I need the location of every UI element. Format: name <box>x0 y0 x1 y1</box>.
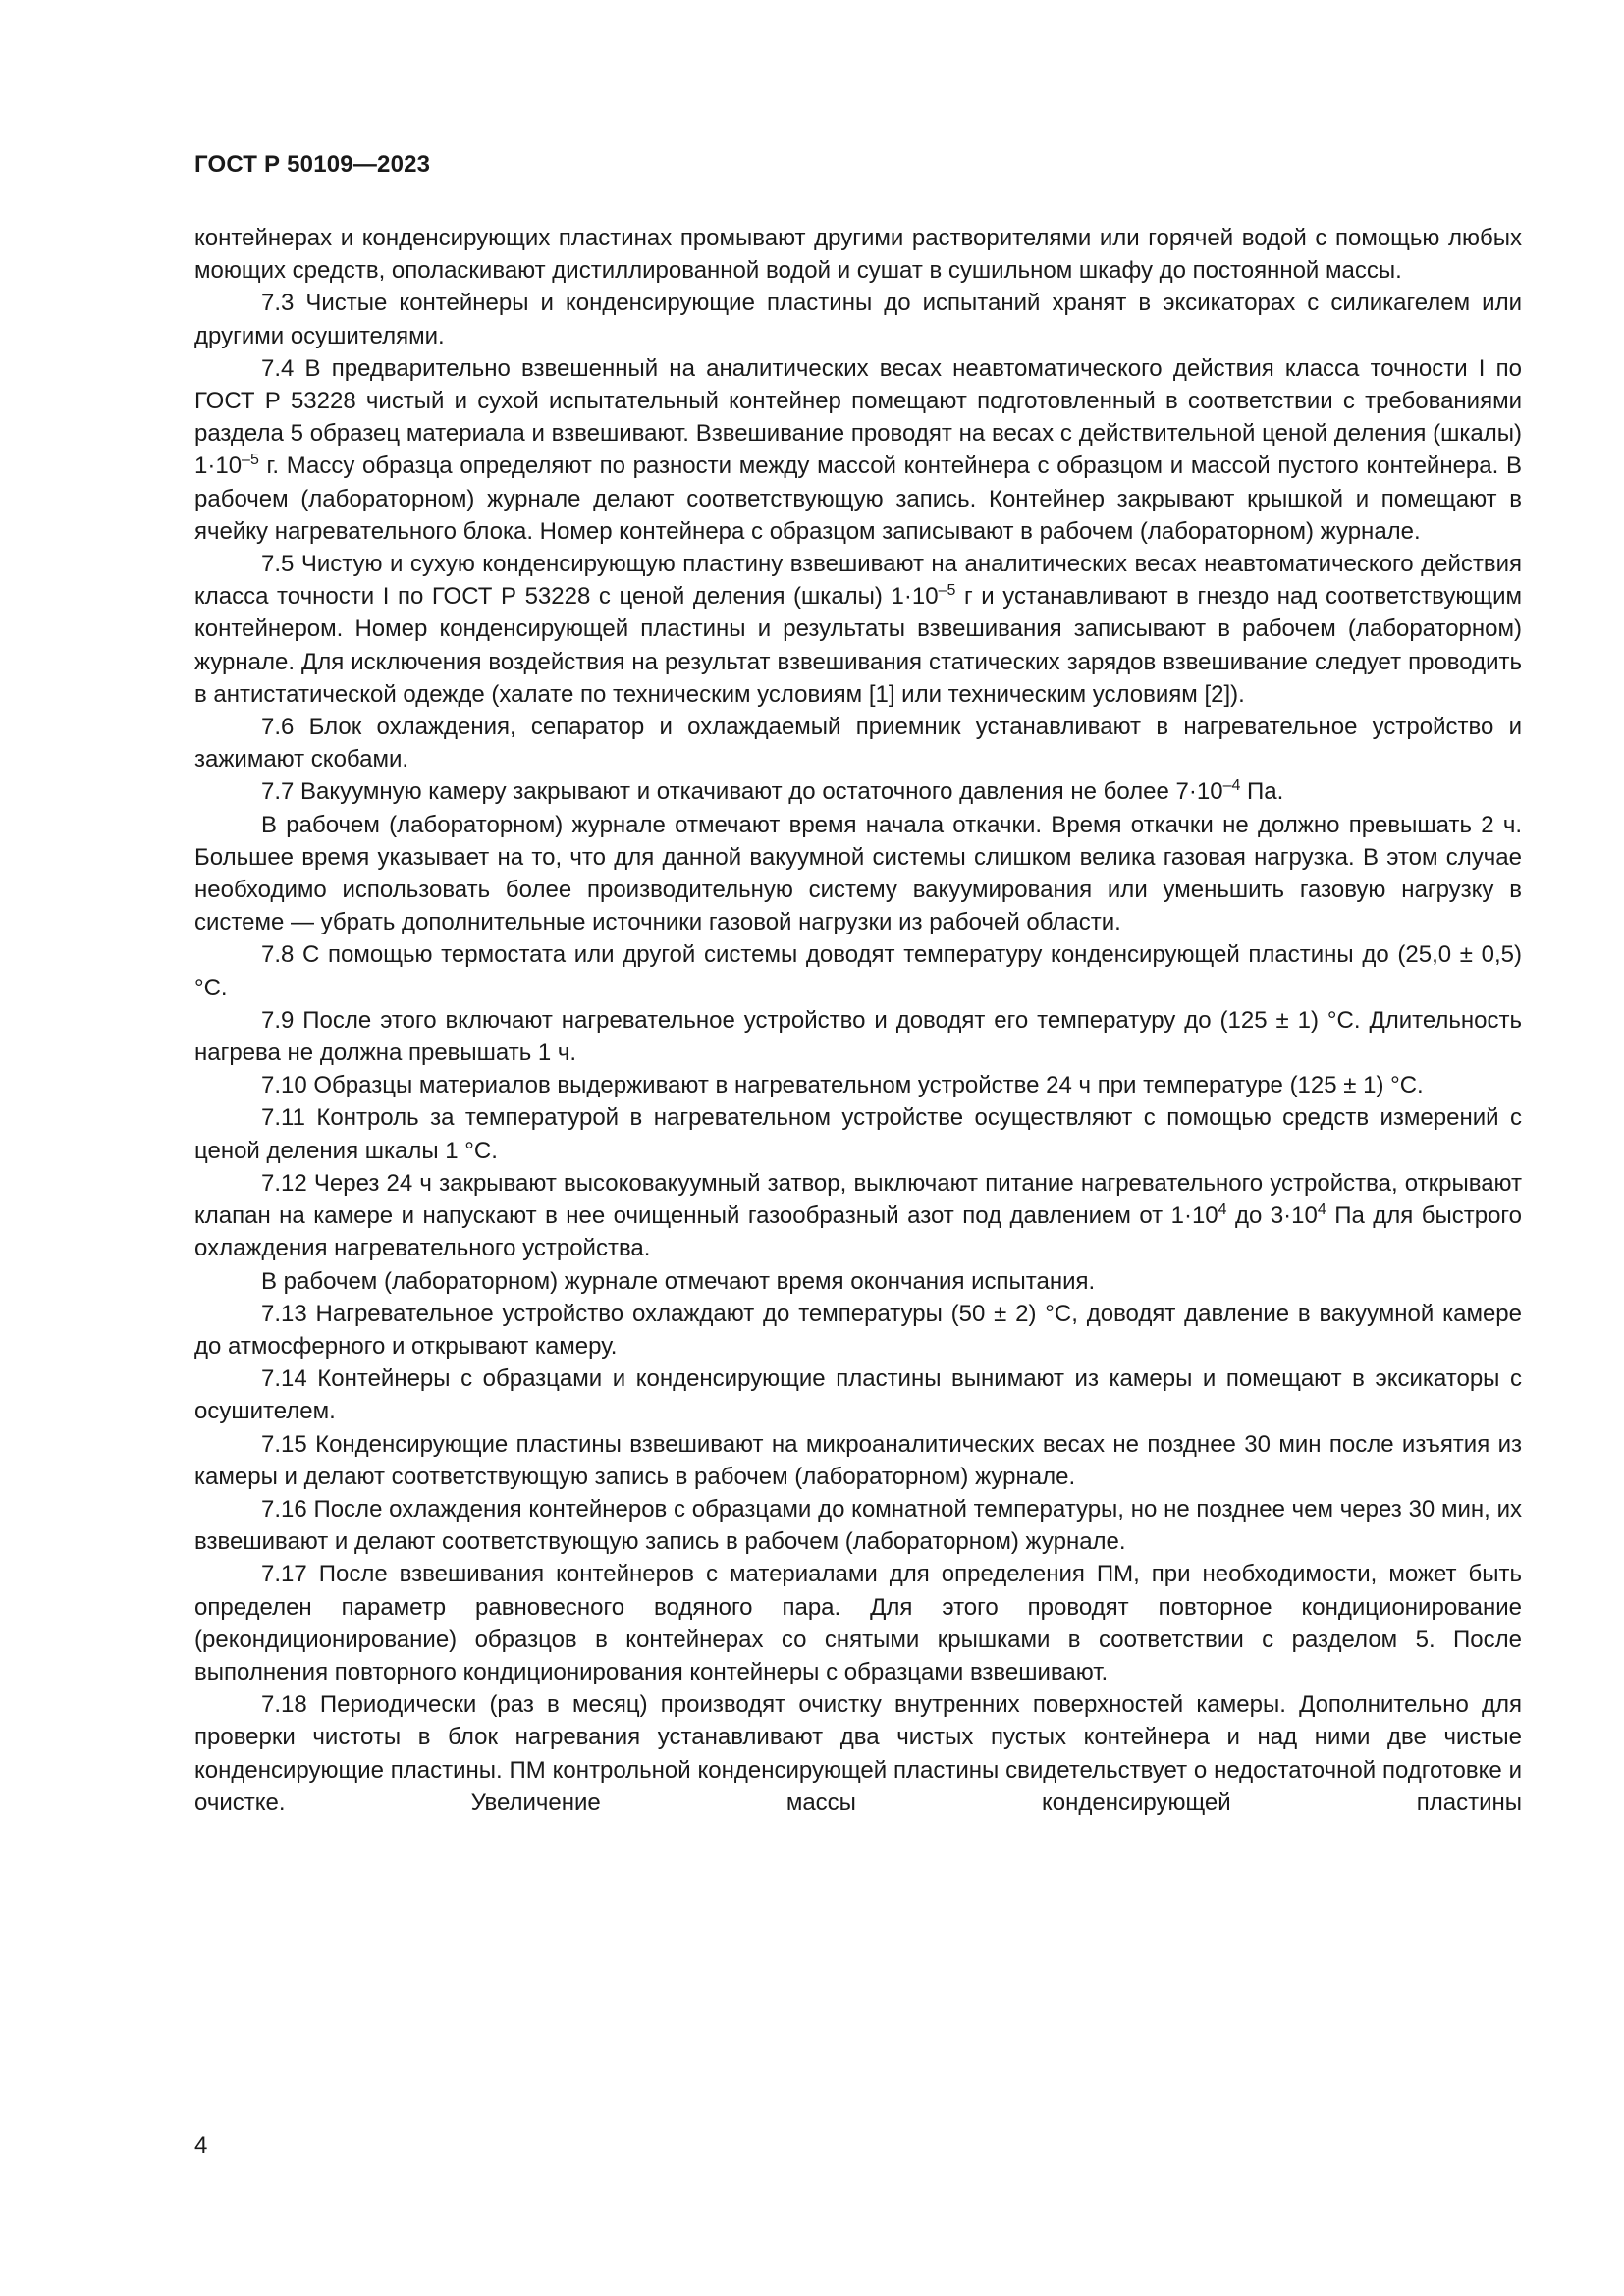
paragraph-7-7-text-b: Па. <box>1240 778 1284 806</box>
paragraph-7-8: 7.8 С помощью термостата или другой системы доводят температуру конденсирующей пластины до (25,0 ± 0,5) °С. <box>194 941 1522 1001</box>
paragraph-7-9: 7.9 После этого включают нагревательное устройство и доводят его температуру до (125 ± 1) °С. Длительность нагрева не должна превышать 1 ч. <box>194 1006 1522 1067</box>
paragraph-7-5-text-b: г и устанавливают в гнездо над соответствующим контейнером. Номер конденсирующей пластины и результаты взвешивания записывают в рабочем (лабораторном) журнале. Для исключения воздействия на результат взвешивания статических зарядов взвешивание следует проводить в антистатической одежде (халате по техническим условиям [1] или техническим условиям [2]). <box>194 583 1523 708</box>
paragraph-7-12-exponent-1: 4 <box>1218 1201 1227 1219</box>
paragraph-7-7 <box>194 775 1522 808</box>
paragraph-7-4-exponent: –5 <box>242 452 259 469</box>
paragraph-7-16: 7.16 После охлаждения контейнеров с образцами до комнатной температуры, но не позднее чем через 30 мин, их взвешивают и делают соответствующую запись в рабочем (лабораторном) журнале. <box>194 1495 1522 1556</box>
paragraph-7-6: 7.6 Блок охлаждения, сепаратор и охлаждаемый приемник устанавливают в нагревательное устройство и зажимают скобами. <box>194 714 1522 774</box>
paragraph-7-17: 7.17 После взвешивания контейнеров с материалами для определения ПМ, при необходимости, может быть определен параметр равновесного водяного пара. Для этого проводят повторное кондиционирование (рекондиционирование) образцов в контейнерах со снятыми крышками в соответствии с разделом 5. После выполнения повторного кондиционирования контейнеры с образцами взвешивают. <box>194 1561 1522 1685</box>
page-number: 4 <box>194 2132 208 2159</box>
paragraph-7-5 <box>194 548 1522 711</box>
paragraph-continuation: контейнерах и конденсирующих пластинах промывают другими растворителями или горячей водой с помощью любых моющих средств, ополаскивают дистиллированной водой и сушат в сушильном шкафу до постоянной массы. <box>194 225 1522 285</box>
paragraph-7-4-text-a: 7.4 В предварительно взвешенный на аналитических весах неавтоматического действия класса точности I по ГОСТ Р 53228 чистый и сухой испытательный контейнер помещают подготовленный в соответствии с требованиями раздела 5 образец материала и взвешивают. Взвешивание проводят на весах с действительной ценой деления (шкалы) 1·10 <box>194 354 1522 480</box>
paragraph-7-12-text-b: до 3·10 <box>1226 1202 1318 1230</box>
paragraph-7-5-text-a: 7.5 Чистую и сухую конденсирующую пластину взвешивают на аналитических весах неавтоматического действия класса точности I по ГОСТ Р 53228 с ценой деления (шкалы) 1·10 <box>194 551 1522 611</box>
paragraph-pumping-note: В рабочем (лабораторном) журнале отмечают время начала откачки. Время откачки не должно превышать 2 ч. Большее время указывает на то, что для данной вакуумной системы слишком велика газовая нагрузка. В этом случае необходимо использовать более производительную систему вакуумирования или уменьшить газовую нагрузку в системе — убрать дополнительные источники газовой нагрузки из рабочей области. <box>194 811 1522 936</box>
paragraph-7-12-exponent-2: 4 <box>1317 1201 1326 1219</box>
paragraph-7-7-text-a: 7.7 Вакуумную камеру закрывают и откачивают до остаточного давления не более 7·10 <box>261 778 1223 806</box>
paragraph-7-12 <box>194 1167 1522 1265</box>
paragraph-7-4 <box>194 352 1522 548</box>
paragraph-7-12-text-a: 7.12 Через 24 ч закрывают высоковакуумный затвор, выключают питание нагревательного устройства, открывают клапан на камере и напускают в нее очищенный газообразный азот под давлением от 1·10 <box>194 1169 1522 1230</box>
paragraph-7-12-text-c: Па для быстрого охлаждения нагревательного устройства. <box>194 1202 1522 1262</box>
paragraph-test-end-note: В рабочем (лабораторном) журнале отмечают время окончания испытания. <box>261 1267 1096 1295</box>
document-body <box>194 222 1522 1819</box>
paragraph-7-4-text-b: г. Массу образца определяют по разности между массой контейнера с образцом и массой пустого контейнера. В рабочем (лабораторном) журнале делают соответствующую запись. Контейнер закрывают крышкой и помещают в ячейку нагревательного блока. Номер контейнера с образцом записывают в рабочем (лабораторном) журнале. <box>194 453 1522 545</box>
paragraph-7-13: 7.13 Нагревательное устройство охлаждают до температуры (50 ± 2) °С, доводят давление в вакуумной камере до атмосферного и открывают камеру. <box>194 1300 1522 1360</box>
document-header-standard-id: ГОСТ Р 50109—2023 <box>194 151 431 178</box>
paragraph-7-14: 7.14 Контейнеры с образцами и конденсирующие пластины вынимают из камеры и помещают в эксикаторы с осушителем. <box>194 1365 1522 1425</box>
paragraph-7-15: 7.15 Конденсирующие пластины взвешивают на микроаналитических весах не позднее 30 мин после изъятия из камеры и делают соответствующую запись в рабочем (лабораторном) журнале. <box>194 1430 1522 1490</box>
paragraph-7-3: 7.3 Чистые контейнеры и конденсирующие пластины до испытаний хранят в эксикаторах с силикагелем или другими осушителями. <box>194 290 1522 349</box>
paragraph-7-11: 7.11 Контроль за температурой в нагревательном устройстве осуществляют с помощью средств измерений с ценой деления шкалы 1 °С. <box>194 1104 1522 1164</box>
paragraph-7-18: 7.18 Периодически (раз в месяц) производят очистку внутренних поверхностей камеры. Дополнительно для проверки чистоты в блок нагревания устанавливают два чистых пустых контейнера и над ними две чистые конденсирующие пластины. ПМ контрольной конденсирующей пластины свидетельствует о недостаточной подготовке и очистке. Увеличение массы конденсирующей пластины <box>194 1691 1522 1816</box>
paragraph-7-10: 7.10 Образцы материалов выдерживают в нагревательном устройстве 24 ч при температуре (125 ± 1) °С. <box>261 1072 1424 1099</box>
paragraph-7-7-exponent: –4 <box>1222 777 1241 795</box>
paragraph-7-5-exponent: –5 <box>938 582 956 600</box>
